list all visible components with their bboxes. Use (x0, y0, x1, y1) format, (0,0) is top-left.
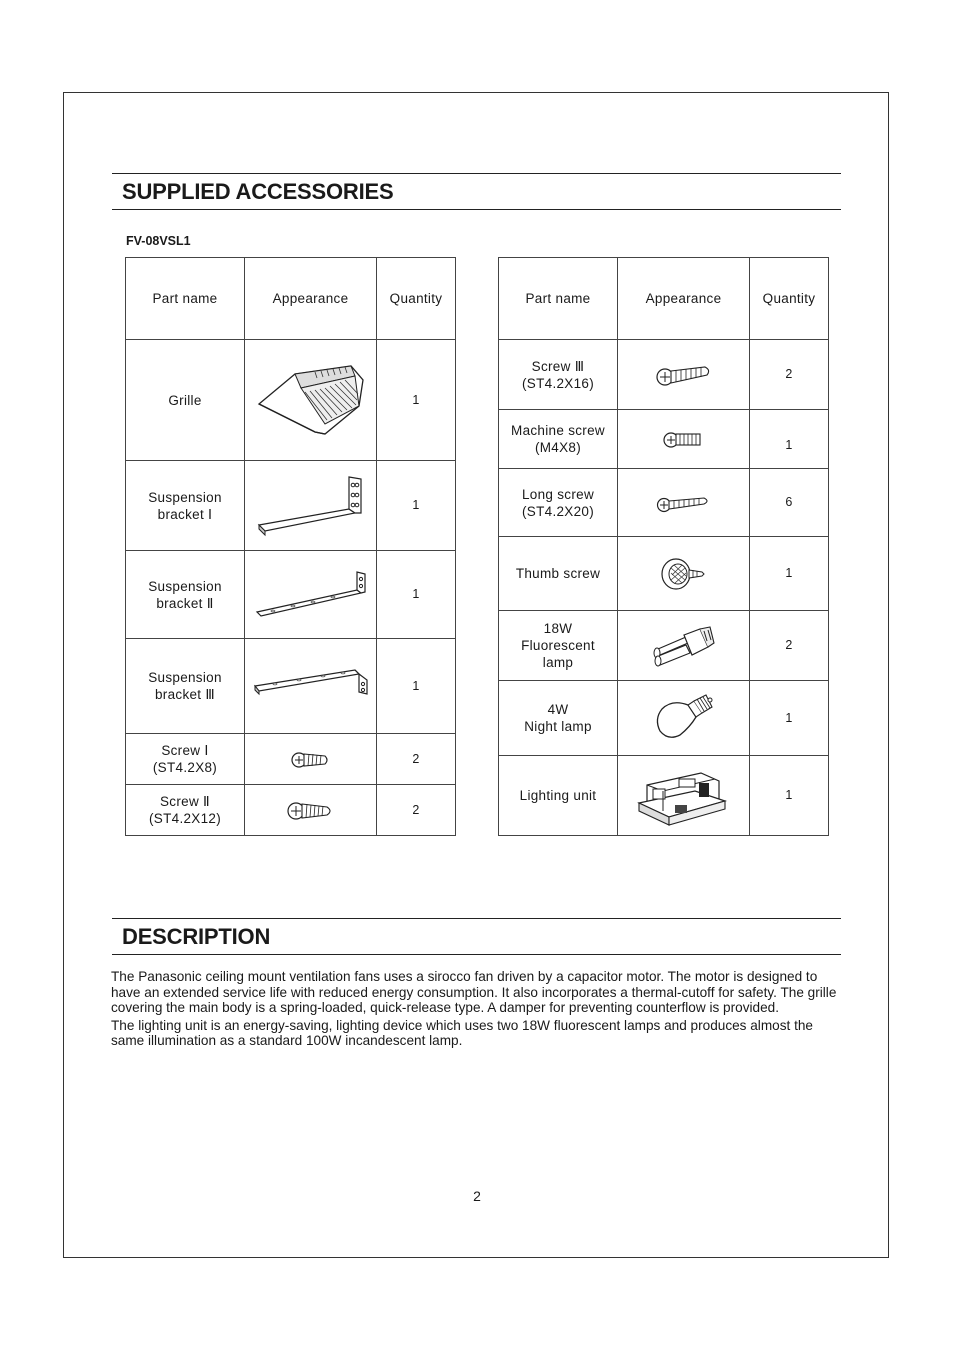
part-name: Machine screw (M4X8) (499, 410, 618, 469)
header-appearance: Appearance (618, 258, 750, 340)
screw-1-icon (291, 746, 331, 772)
part-quantity: 1 (750, 537, 829, 611)
description-heading-bar (112, 918, 841, 955)
part-quantity: 2 (750, 340, 829, 410)
header-quantity: Quantity (377, 258, 456, 340)
part-appearance (618, 340, 750, 410)
table-row (126, 785, 456, 836)
part-quantity: 1 (377, 551, 456, 639)
part-appearance (618, 681, 750, 756)
grille-icon (255, 362, 367, 438)
part-quantity: 6 (750, 469, 829, 537)
table-row (126, 340, 456, 461)
part-appearance (245, 461, 377, 551)
accessories-table-right (498, 257, 829, 836)
part-appearance (618, 756, 750, 836)
lighting-unit-icon (635, 765, 733, 827)
part-name: Screw Ⅱ (ST4.2X12) (126, 785, 245, 836)
table-row (126, 639, 456, 734)
accessories-heading: SUPPLIED ACCESSORIES (122, 179, 394, 204)
part-name: Thumb screw (499, 537, 618, 611)
part-name: Suspension bracket Ⅰ (126, 461, 245, 551)
part-quantity: 2 (377, 785, 456, 836)
part-appearance (245, 785, 377, 836)
part-appearance (618, 410, 750, 469)
header-part-name: Part name (126, 258, 245, 340)
part-quantity: 1 (377, 340, 456, 461)
part-name: Suspension bracket Ⅲ (126, 639, 245, 734)
part-quantity: 2 (750, 611, 829, 681)
part-name: Lighting unit (499, 756, 618, 836)
table-row (499, 410, 829, 469)
header-appearance: Appearance (245, 258, 377, 340)
table-row (499, 469, 829, 537)
table-header-row (126, 258, 456, 340)
description-paragraph-2: The lighting unit is an energy-saving, lighting device which uses two 18W fluorescent lamps and produces almost the same illumination as a standard 100W incandescent lamp. (111, 1017, 813, 1048)
screw-3-icon (655, 361, 713, 389)
long-screw-icon (656, 491, 712, 515)
accessories-table-left (125, 257, 456, 836)
part-quantity: 2 (377, 734, 456, 785)
header-part-name: Part name (499, 258, 618, 340)
screw-2-icon (287, 796, 335, 824)
suspension-bracket-1-icon (255, 475, 367, 537)
accessories-heading-bar (112, 173, 841, 210)
part-quantity: 1 (377, 461, 456, 551)
table-row (126, 551, 456, 639)
part-appearance (245, 551, 377, 639)
table-row (499, 611, 829, 681)
description-body (111, 969, 841, 1051)
part-quantity: 1 (750, 681, 829, 756)
part-name: Grille (126, 340, 245, 461)
description-heading: DESCRIPTION (122, 924, 271, 949)
part-name: Long screw (ST4.2X20) (499, 469, 618, 537)
part-name: Suspension bracket Ⅱ (126, 551, 245, 639)
part-appearance (245, 340, 377, 461)
description-paragraph-1: The Panasonic ceiling mount ventilation fans uses a sirocco fan driven by a capacitor motor. The motor is designed to have an extended service life with reduced energy consumption. It also incorporates a thermal-cutoff for safety. The grille covering the main body is a spring-loaded, quick-release type. A damper for preventing counterflow is provided. (111, 969, 837, 1015)
table-row (126, 461, 456, 551)
part-appearance (618, 469, 750, 537)
header-quantity: Quantity (750, 258, 829, 340)
suspension-bracket-3-icon (251, 662, 371, 710)
fluorescent-lamp-icon (652, 621, 716, 671)
model-number: FV-08VSL1 (126, 234, 191, 248)
table-header-row (499, 258, 829, 340)
part-name: Screw Ⅰ (ST4.2X8) (126, 734, 245, 785)
part-appearance (245, 639, 377, 734)
night-lamp-icon (652, 693, 716, 743)
part-appearance (618, 611, 750, 681)
part-appearance (618, 537, 750, 611)
part-name: Screw Ⅲ (ST4.2X16) (499, 340, 618, 410)
table-row (499, 537, 829, 611)
part-quantity: 1 (750, 410, 829, 469)
part-quantity: 1 (377, 639, 456, 734)
part-appearance (245, 734, 377, 785)
table-row (126, 734, 456, 785)
part-name: 4W Night lamp (499, 681, 618, 756)
table-row (499, 756, 829, 836)
part-name: 18W Fluorescent lamp (499, 611, 618, 681)
suspension-bracket-2-icon (253, 568, 369, 622)
table-row (499, 681, 829, 756)
thumb-screw-icon (660, 556, 708, 592)
part-quantity: 1 (750, 756, 829, 836)
page-number: 2 (473, 1188, 481, 1204)
machine-screw-icon (663, 426, 705, 452)
table-row (499, 340, 829, 410)
